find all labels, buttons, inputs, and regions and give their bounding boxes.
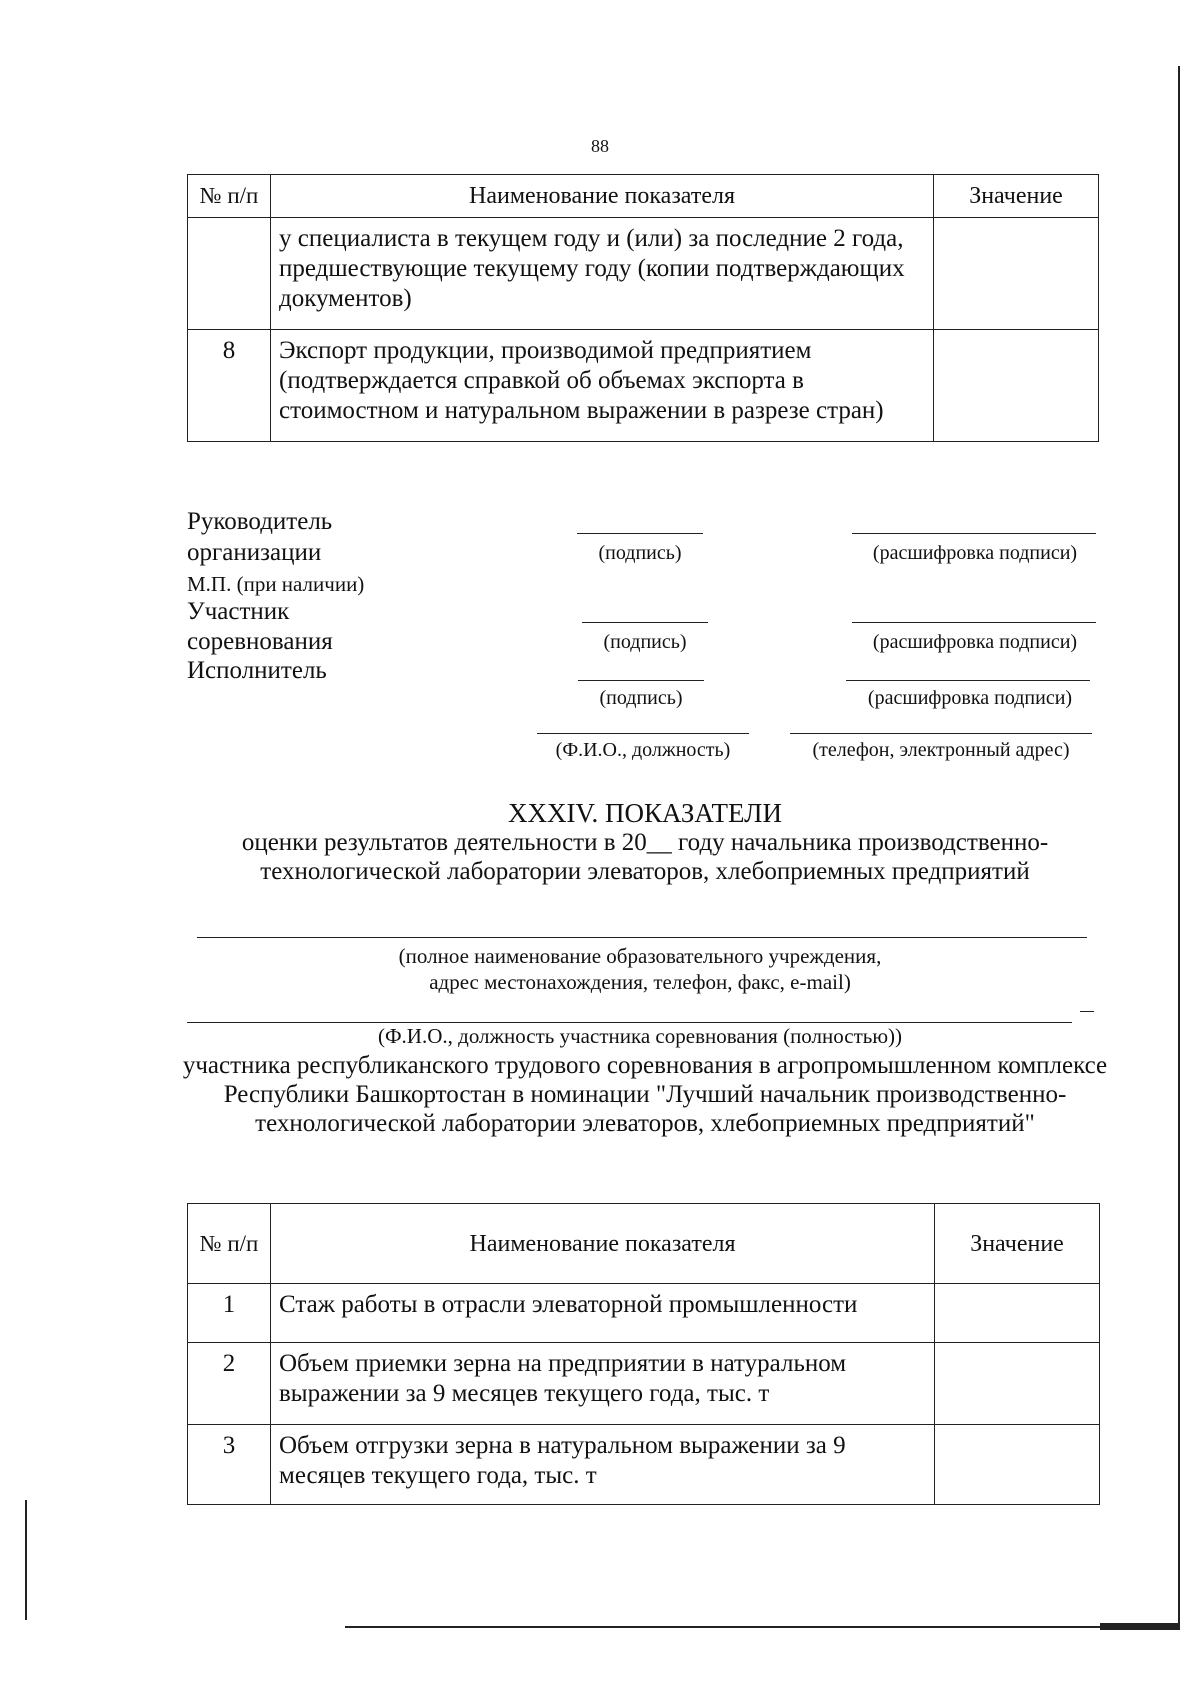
- table-header-row: [188, 1204, 1100, 1284]
- scan-edge-bottom: [345, 1626, 1180, 1628]
- section-subtitle: оценки результатов деятельности в 20__ году начальника производственно-технологической лаборатории элеваторов, хлебоприемных предприятий: [241, 829, 1049, 885]
- row-value-cell[interactable]: [935, 1343, 1100, 1425]
- table-row: [188, 1425, 1100, 1505]
- row-indicator-name: Объем приемки зерна на предприятии в натуральном выражении за 9 месяцев текущего года, тыс. т: [271, 1343, 935, 1425]
- row-value-cell[interactable]: [934, 330, 1099, 442]
- institution-caption-line1: (полное наименование образовательного учреждения,: [398, 944, 882, 968]
- contacts-caption: (телефон, электронный адрес): [812, 739, 1070, 761]
- section-title: XXXIV. ПОКАЗАТЕЛИ: [508, 798, 782, 828]
- row-value-cell[interactable]: [934, 218, 1099, 330]
- executor-signature-line[interactable]: [578, 680, 704, 681]
- participant-decryption-line[interactable]: [852, 622, 1096, 623]
- executor-signature-caption: (подпись): [599, 687, 683, 709]
- row-number: 1: [188, 1284, 271, 1343]
- participant-label-line1: Участник: [187, 598, 290, 625]
- name-position-caption: (Ф.И.О., должность): [555, 739, 731, 761]
- header-value: Значение: [935, 1204, 1100, 1284]
- executor-decryption-line[interactable]: [846, 680, 1090, 681]
- head-decryption-line[interactable]: [852, 533, 1096, 534]
- header-number: № п/п: [188, 1204, 271, 1284]
- header-number: № п/п: [188, 175, 271, 218]
- head-signature-caption: (подпись): [598, 542, 682, 564]
- executor-contacts-line[interactable]: [790, 733, 1092, 734]
- row-value-cell[interactable]: [935, 1284, 1100, 1343]
- scan-edge-left: [25, 1500, 27, 1620]
- head-label-line1: Руководитель: [187, 508, 333, 535]
- row-number: [188, 218, 271, 330]
- executor-label: Исполнитель: [187, 657, 327, 684]
- row-indicator-name: Экспорт продукции, производимой предприятием (подтверждается справкой об объемах экспорта в стоимостном и натуральном выражении в разрезе стран): [271, 330, 934, 442]
- participant-signature-caption: (подпись): [603, 631, 687, 653]
- participant-fill-dash: [1080, 1011, 1094, 1012]
- executor-decryption-caption: (расшифровка подписи): [867, 687, 1073, 709]
- head-decryption-caption: (расшифровка подписи): [872, 542, 1078, 564]
- row-indicator-name: Стаж работы в отрасли элеваторной промышленности: [271, 1284, 935, 1343]
- table-row: [188, 330, 1099, 442]
- scan-edge-right: [1178, 66, 1180, 1626]
- institution-fill-line[interactable]: [197, 937, 1087, 938]
- participant-label-line2: соревнования: [187, 628, 333, 655]
- row-indicator-name: у специалиста в текущем году и (или) за последние 2 года, предшествующие текущему году (копии подтверждающих документов): [271, 218, 934, 330]
- indicators-table-continued: [187, 174, 1099, 442]
- participant-caption: (Ф.И.О., должность участника соревнования (полностью)): [377, 1024, 903, 1048]
- row-number: 8: [188, 330, 271, 442]
- participant-signature-line[interactable]: [582, 622, 708, 623]
- page-number: 88: [591, 136, 609, 156]
- row-number: 2: [188, 1343, 271, 1425]
- header-value: Значение: [934, 175, 1099, 218]
- executor-name-line[interactable]: [537, 733, 749, 734]
- row-number: 3: [188, 1425, 271, 1505]
- table-row: [188, 1343, 1100, 1425]
- table-row: [188, 218, 1099, 330]
- nomination-text: участника республиканского трудового соревнования в агропромышленном комплексе Республики Башкортостан в номинации "Лучший начальник производственно-технологической лаборатории элеваторов, хлебоприемных предприятий": [182, 1052, 1108, 1137]
- header-indicator-name: Наименование показателя: [271, 175, 934, 218]
- participant-decryption-caption: (расшифровка подписи): [872, 631, 1078, 653]
- indicators-table: [187, 1203, 1100, 1505]
- head-label-line2: организации: [187, 539, 322, 566]
- stamp-label: М.П. (при наличии): [187, 572, 365, 596]
- institution-caption-line2: адрес местонахождения, телефон, факс, e-mail): [429, 970, 851, 994]
- table-header-row: [188, 175, 1099, 218]
- head-signature-line[interactable]: [577, 533, 703, 534]
- table-row: [188, 1284, 1100, 1343]
- row-indicator-name: Объем отгрузки зерна в натуральном выражении за 9 месяцев текущего года, тыс. т: [271, 1425, 935, 1505]
- row-value-cell[interactable]: [935, 1425, 1100, 1505]
- scan-edge-bottom-thick: [1100, 1623, 1180, 1630]
- header-indicator-name: Наименование показателя: [271, 1204, 935, 1284]
